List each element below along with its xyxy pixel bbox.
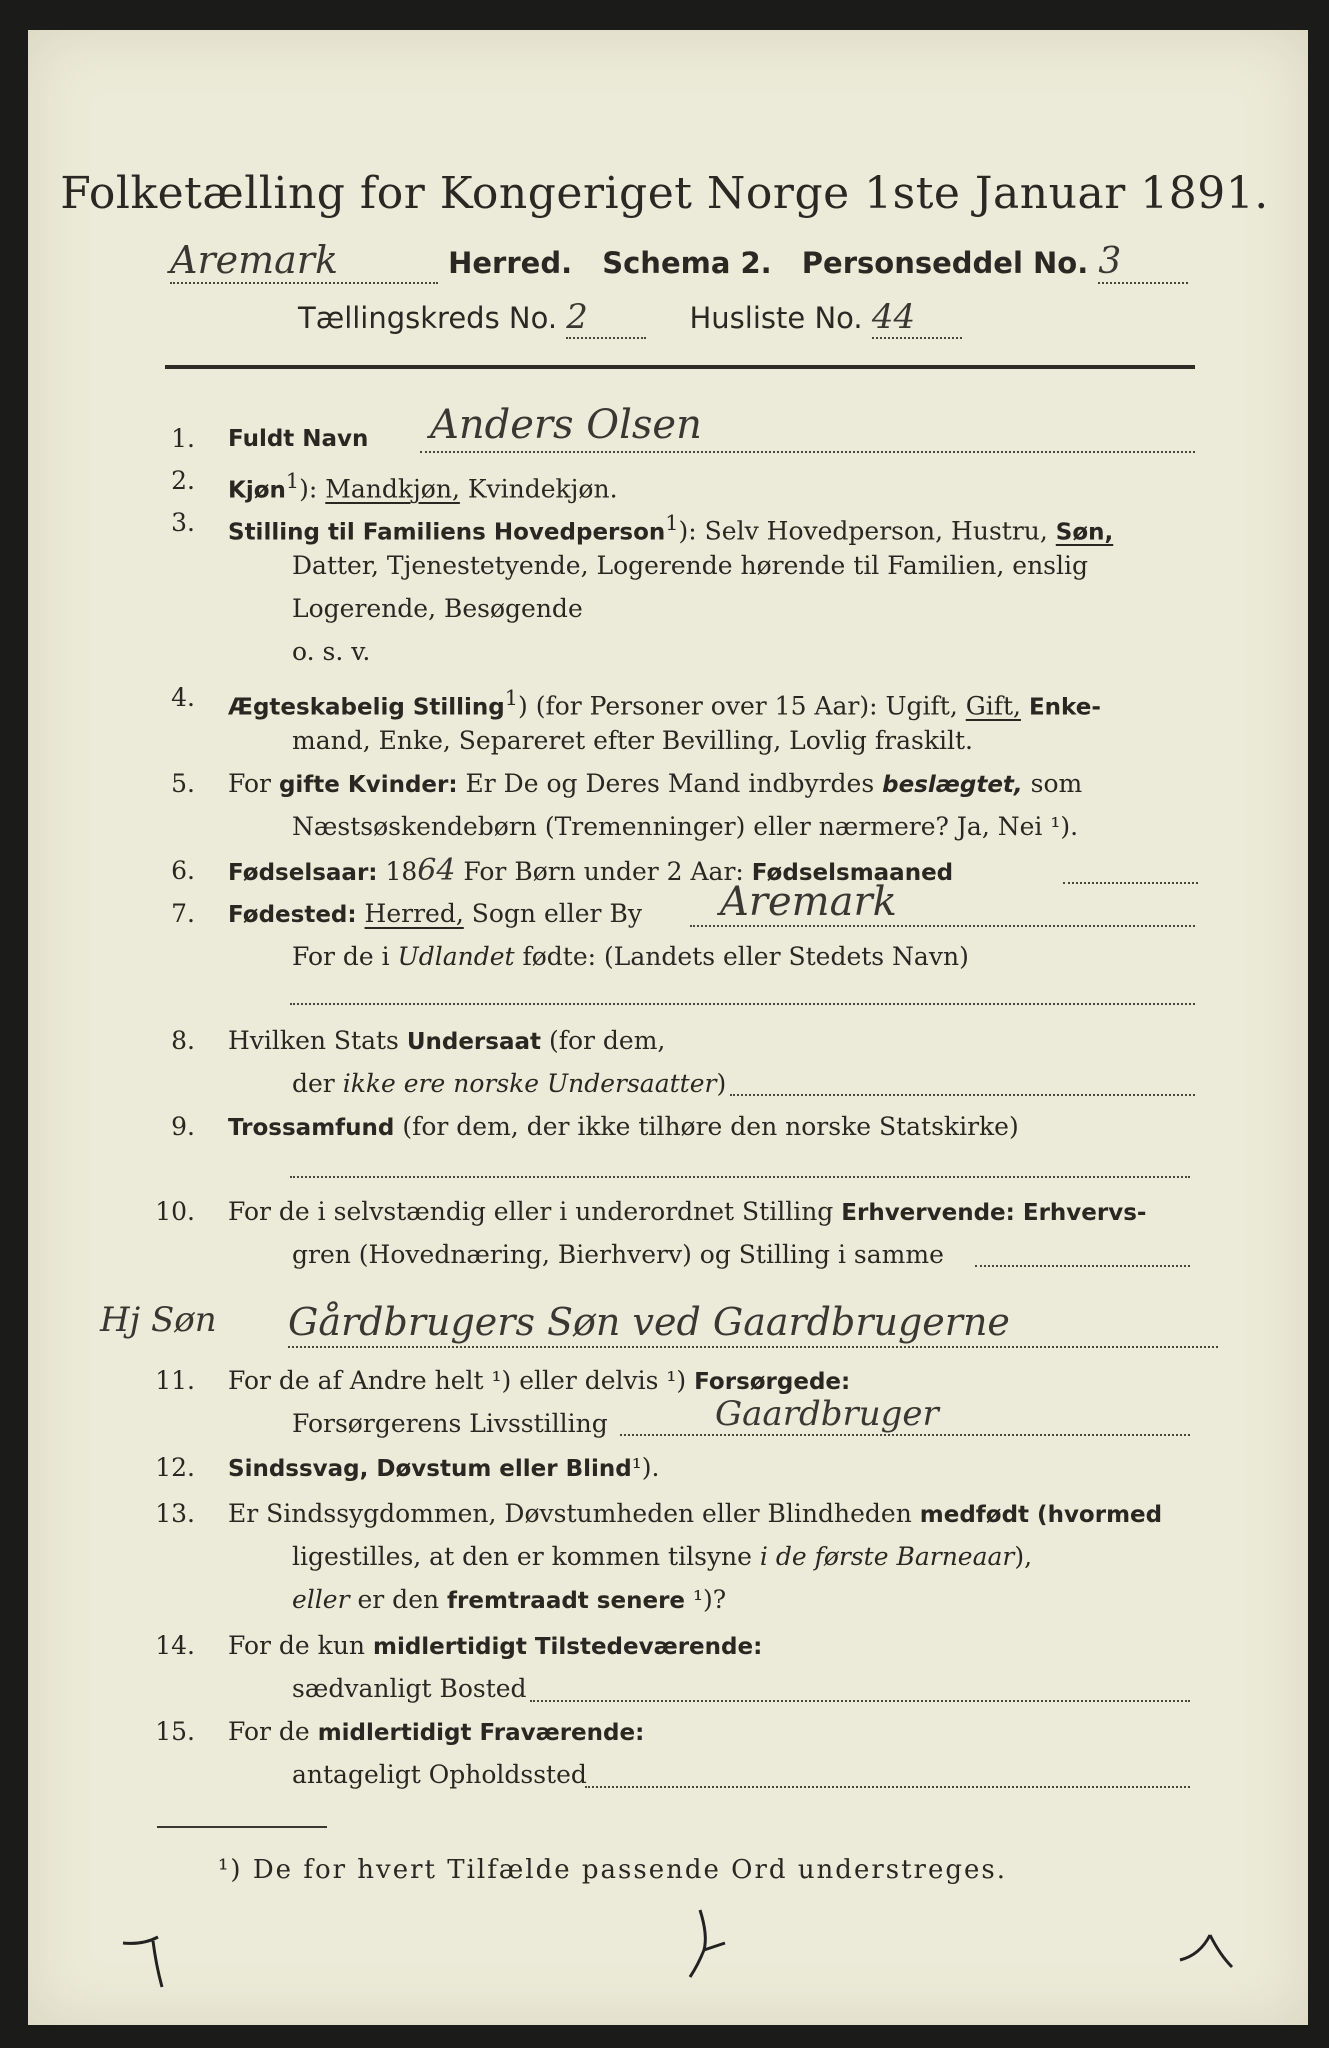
- answer-name: Anders Olsen: [430, 402, 702, 448]
- question-text: ) (for Personer over 15 Aar): Ugift,: [518, 691, 966, 721]
- question-number: 11.: [155, 1366, 195, 1395]
- question-label: Forsørgede:: [694, 1369, 851, 1395]
- question-text: Erhvervs-: [1014, 1200, 1147, 1226]
- option-gift-underlined: Gift,: [965, 691, 1021, 721]
- question-number: 14.: [155, 1631, 195, 1660]
- fill-line: [585, 1786, 1190, 1788]
- footnote-rule: [157, 1826, 327, 1828]
- question-text: For: [228, 769, 279, 798]
- question-text: som: [1022, 769, 1083, 798]
- fill-line: [290, 1176, 1190, 1178]
- provider-answer: Gaardbruger: [715, 1394, 939, 1434]
- question-label: Erhvervende:: [841, 1200, 1015, 1226]
- herred-label: Herred.: [448, 246, 573, 280]
- header-kreds-line: [298, 297, 962, 339]
- question-label: Trossamfund: [228, 1115, 395, 1141]
- question-label: fremtraadt senere: [447, 1588, 686, 1614]
- question-number: 13.: [155, 1499, 195, 1528]
- question-text: der: [292, 1069, 343, 1098]
- question-emphasis: eller: [292, 1585, 350, 1614]
- question-emphasis: i de første Barneaar: [759, 1542, 1015, 1571]
- question-text: ):: [299, 474, 326, 504]
- schema-label: Schema 2.: [602, 246, 772, 280]
- form-title: Folketælling for Kongeriget Norge 1ste Januar 1891.: [60, 168, 1269, 219]
- question-label: Undersaat: [406, 1029, 541, 1055]
- question-emphasis: ikke ere norske Undersaatter: [342, 1069, 717, 1098]
- question-number: 10.: [155, 1197, 195, 1226]
- question-text: For de kun: [228, 1631, 373, 1660]
- fill-line: [690, 925, 1195, 927]
- question-text: For de i: [292, 942, 398, 971]
- question-text: ¹)?: [685, 1585, 727, 1614]
- option-mandkjon-underlined: Mandkjøn,: [325, 474, 460, 504]
- question-text: For de: [228, 1717, 318, 1746]
- question-text: Sogn eller By: [463, 899, 642, 928]
- fill-line: [288, 1346, 1218, 1348]
- question-number: 1.: [171, 424, 195, 453]
- question-text: o. s. v.: [292, 637, 371, 666]
- question-text: For de i selvstændig eller i underordnet Stilling: [228, 1197, 842, 1226]
- question-text: Forsørgerens Livsstilling: [292, 1409, 608, 1438]
- question-text: fødte: (Landets eller Stedets Navn): [514, 942, 969, 971]
- kreds-number: 2: [566, 297, 646, 339]
- year-prefix: 18: [377, 857, 418, 886]
- question-label: Sindssvag, Døvstum eller Blind: [228, 1456, 632, 1482]
- fill-line: [290, 1003, 1195, 1005]
- fill-line: [420, 451, 1195, 453]
- fill-line: [530, 1700, 1190, 1702]
- question-text: ligestilles, at den er kommen tilsyne: [292, 1542, 760, 1571]
- personseddel-label: Personseddel No.: [801, 246, 1089, 280]
- question-text: Enke-: [1020, 694, 1101, 721]
- question-text: For Børn under 2 Aar:: [455, 857, 752, 886]
- question-number: 7.: [171, 899, 195, 928]
- question-label: medfødt: [919, 1502, 1030, 1528]
- husliste-number: 44: [872, 297, 962, 339]
- occupation-answer: Gårdbrugers Søn ved Gaardbrugerne: [288, 1300, 1010, 1344]
- question-text: ¹).: [631, 1453, 660, 1482]
- question-text: (for dem, der ikke tilhøre den norske Statskirke): [394, 1112, 1019, 1141]
- question-text: ): Selv Hovedperson, Hustru,: [678, 516, 1056, 546]
- question-label: Fødselsaar:: [228, 860, 378, 886]
- question-text: Hvilken Stats: [228, 1026, 407, 1055]
- question-emphasis: Udlandet: [397, 942, 515, 971]
- question-number: 5.: [171, 769, 195, 798]
- question-emphasis: beslægtet,: [882, 772, 1023, 798]
- personseddel-number: 3: [1098, 241, 1188, 284]
- question-text: (hvormed: [1029, 1502, 1163, 1528]
- header-herred-line: [170, 238, 1188, 284]
- question-text: ),: [1014, 1542, 1033, 1571]
- fill-line: [1063, 882, 1198, 884]
- question-text: Datter, Tjenestetyende, Logerende hørende til Familien, enslig: [292, 551, 1089, 580]
- question-text: Er Sindssygdommen, Døvstumheden eller Blindheden: [228, 1499, 920, 1528]
- question-number: 4.: [171, 683, 195, 712]
- fill-line: [975, 1265, 1190, 1267]
- option-kvindekjon: Kvindekjøn.: [459, 474, 618, 504]
- question-number: 8.: [171, 1026, 195, 1055]
- birth-year-answer: 64: [417, 853, 456, 888]
- registration-mark-center: [680, 1905, 740, 1985]
- question-label: Stilling til Familiens Hovedperson: [228, 519, 666, 546]
- question-label: midlertidigt Fraværende:: [317, 1720, 645, 1746]
- option-son-underlined: Søn,: [1055, 519, 1114, 546]
- question-label: Fødselsmaaned: [751, 860, 954, 886]
- question-number: 6.: [171, 856, 195, 885]
- question-text: Logerende, Besøgende: [292, 594, 583, 623]
- question-text: mand, Enke, Separeret efter Bevilling, Lovlig fraskilt.: [292, 726, 973, 755]
- question-label: Fuldt Navn: [228, 426, 369, 452]
- footnote: ¹) De for hvert Tilfælde passende Ord understreges.: [218, 1855, 1008, 1885]
- question-text: (for dem,: [541, 1026, 666, 1055]
- question-label: gifte Kvinder:: [278, 772, 458, 798]
- question-number: 15.: [155, 1717, 195, 1746]
- footnote-ref: 1: [665, 511, 679, 535]
- footnote-ref: 1: [285, 469, 300, 493]
- question-text: For de af Andre helt ¹) eller delvis ¹): [228, 1366, 695, 1395]
- question-label: midlertidigt Tilstedeværende:: [372, 1634, 763, 1660]
- question-number: 12.: [155, 1453, 195, 1482]
- registration-mark-left: [118, 1925, 188, 1995]
- footnote-ref: 1: [504, 686, 519, 710]
- question-text: sædvanligt Bosted: [292, 1674, 527, 1703]
- kreds-label: Tællingskreds No.: [298, 301, 558, 335]
- margin-note: Hj Søn: [100, 1300, 217, 1340]
- question-text: antageligt Opholdssted: [292, 1760, 587, 1789]
- question-label: Ægteskabelig Stilling: [228, 694, 505, 721]
- fill-line: [730, 1094, 1195, 1096]
- husliste-label: Husliste No.: [689, 301, 863, 335]
- question-text: Er De og Deres Mand indbyrdes: [457, 769, 883, 798]
- fill-line: [620, 1434, 1190, 1436]
- question-text: Næstsøskendebørn (Tremenninger) eller nærmere? Ja, Nei ¹).: [292, 812, 1079, 841]
- question-label: Fødested:: [228, 902, 357, 928]
- option-herred-underlined: Herred,: [364, 899, 464, 928]
- question-text: gren (Hovednæring, Bierhverv) og Stilling i samme: [292, 1240, 944, 1269]
- herred-name: Aremark: [170, 238, 438, 284]
- question-label: Kjøn: [228, 477, 286, 504]
- registration-mark-right: [1170, 1915, 1240, 1975]
- question-text: er den: [349, 1585, 448, 1614]
- header-rule: [165, 365, 1195, 369]
- birthplace-answer: Aremark: [720, 879, 897, 925]
- question-number: 3.: [171, 508, 195, 537]
- question-number: 2.: [171, 466, 195, 495]
- question-number: 9.: [171, 1112, 195, 1141]
